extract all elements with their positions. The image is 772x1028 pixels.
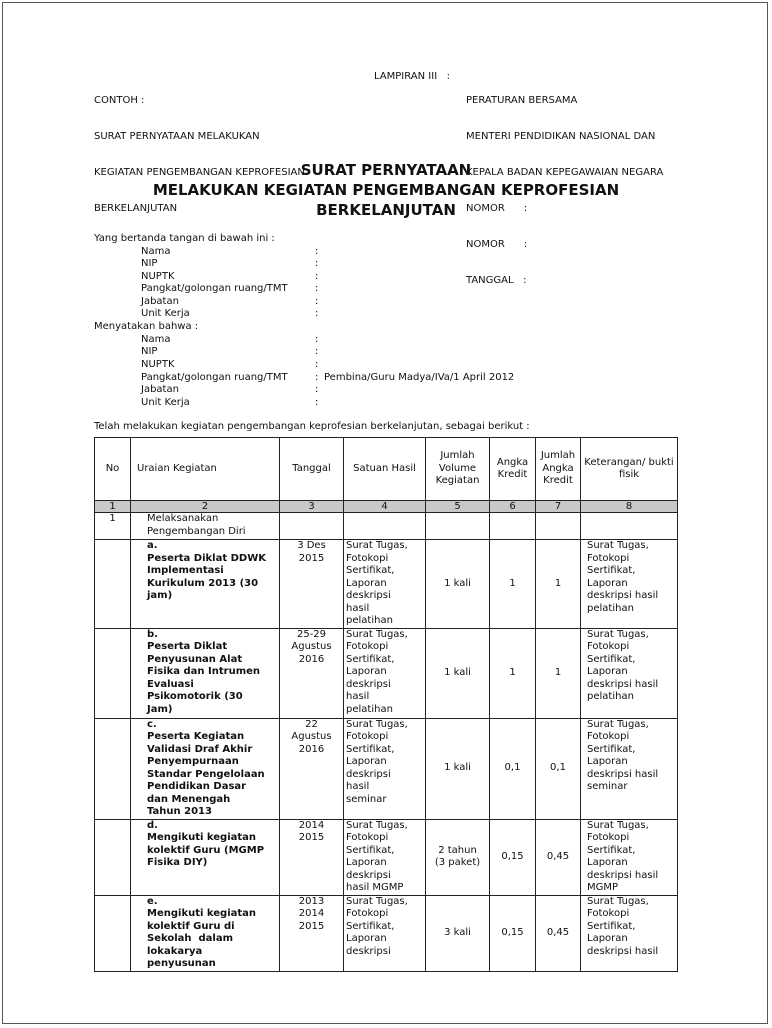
header-right-line: PERATURAN BERSAMA: [466, 95, 578, 106]
table-row: d.Mengikuti kegiatan kolektif Guru (MGMP Fisika DIY) 2014 2015 Surat Tugas, Fotokopi Sertifikat, Laporan deskripsi hasil MGMP 2 tahun (3 paket) 0,15 0,45 Surat Tugas, Fotokopi Sertifikat, Laporan deskripsi hasil MGMP: [95, 819, 678, 895]
header-right-line: NOMOR :: [466, 239, 528, 250]
table-header-row: [95, 438, 678, 501]
activity-name: Peserta Diklat DDWK Implementasi Kurikulum 2013 (30 jam): [147, 552, 266, 601]
header-line: SURAT PERNYATAAN MELAKUKAN: [94, 131, 260, 142]
lampiran-label: LAMPIRAN III :: [374, 71, 451, 82]
menyatakan-text: Menyatakan bahwa :: [94, 321, 199, 332]
telah-text: Telah melakukan kegiatan pengembangan keprofesian berkelanjutan, sebagai berikut :: [94, 421, 530, 432]
pangkat-value: Pembina/Guru Madya/IVa/1 April 2012: [324, 372, 515, 383]
table-row: c.Peserta Kegiatan Validasi Draf Akhir Penyempurnaan Standar Pengelolaan Pendidikan Dasar dan Menengah Tahun 2013 22 Agustus 2016 Surat Tugas, Fotokopi Sertifikat, Laporan deskripsi hasil seminar 1 kali 0,1 0,1 Surat Tugas, Fotokopi Sertifikat, Laporan deskripsi hasil seminar: [95, 718, 678, 819]
col-header: Angka Kredit: [490, 438, 536, 501]
col-header: No: [95, 438, 131, 501]
header-line: BERKELANJUTAN: [94, 203, 178, 214]
col-header: Uraian Kegiatan: [131, 438, 280, 501]
title-line-3: BERKELANJUTAN: [316, 201, 456, 219]
activity-table: [94, 437, 678, 972]
table-row: b.Peserta Diklat Penyusunan Alat Fisika dan Intrumen Evaluasi Psikomotorik (30 Jam) 25-29 Agustus 2016 Surat Tugas, Fotokopi Sertifikat, Laporan deskripsi hasil pelatihan 1 kali 1 1 Surat Tugas, Fotokopi Sertifikat, Laporan deskripsi hasil pelatihan: [95, 628, 678, 718]
title-line-1: SURAT PERNYATAAN: [300, 161, 472, 179]
activity-name: Mengikuti kegiatan kolektif Guru di Sekolah dalam lokakarya penyusunan: [147, 908, 257, 969]
col-header: Jumlah Angka Kredit: [536, 438, 581, 501]
section-title: Melaksanakan Pengembangan Diri: [131, 513, 280, 540]
table-row: 1 Melaksanakan Pengembangan Diri: [95, 513, 678, 540]
activity-name: Mengikuti kegiatan kolektif Guru (MGMP Fisika DIY): [147, 832, 265, 868]
table-row: e.Mengikuti kegiatan kolektif Guru di Sekolah dalam lokakarya penyusunan 2013 2014 2015 Surat Tugas, Fotokopi Sertifikat, Laporan deskripsi 3 kali 0,15 0,45 Surat Tugas, Fotokopi Sertifikat, Laporan deskripsi hasil: [95, 895, 678, 971]
header-contoh: CONTOH :: [94, 95, 145, 106]
header-right-line: TANGGAL :: [466, 275, 527, 286]
header-right-line: NOMOR :: [466, 203, 528, 214]
intro-text: Yang bertanda tangan di bawah ini :: [94, 233, 275, 244]
activity-name: Peserta Diklat Penyusunan Alat Fisika dan Intrumen Evaluasi Psikomotorik (30 Jam): [147, 641, 261, 715]
col-header: Satuan Hasil: [344, 438, 426, 501]
col-header: Jumlah Volume Kegiatan: [426, 438, 490, 501]
title-line-2: MELAKUKAN KEGIATAN PENGEMBANGAN KEPROFESIAN: [152, 181, 620, 199]
activity-name: Peserta Kegiatan Validasi Draf Akhir Penyempurnaan Standar Pengelolaan Pendidikan Dasar dan Menengah Tahun 2013: [147, 731, 265, 817]
table-row: a.Peserta Diklat DDWK Implementasi Kurikulum 2013 (30 jam) 3 Des 2015 Surat Tugas, Fotokopi Sertifikat, Laporan deskripsi hasil pelatihan 1 kali 1 1 Surat Tugas, Fotokopi Sertifikat, Laporan deskripsi hasil pelatihan: [95, 540, 678, 629]
header-right-line: MENTERI PENDIDIKAN NASIONAL DAN: [466, 131, 656, 142]
header-right-line: KEPALA BADAN KEPEGAWAIAN NEGARA: [466, 167, 664, 178]
col-header: Keterangan/ bukti fisik: [581, 438, 678, 501]
col-header: Tanggal: [280, 438, 344, 501]
column-number-row: 1 2 3 4 5 6 7 8: [95, 501, 678, 513]
header-line: KEGIATAN PENGEMBANGAN KEPROFESIAN: [94, 167, 305, 178]
